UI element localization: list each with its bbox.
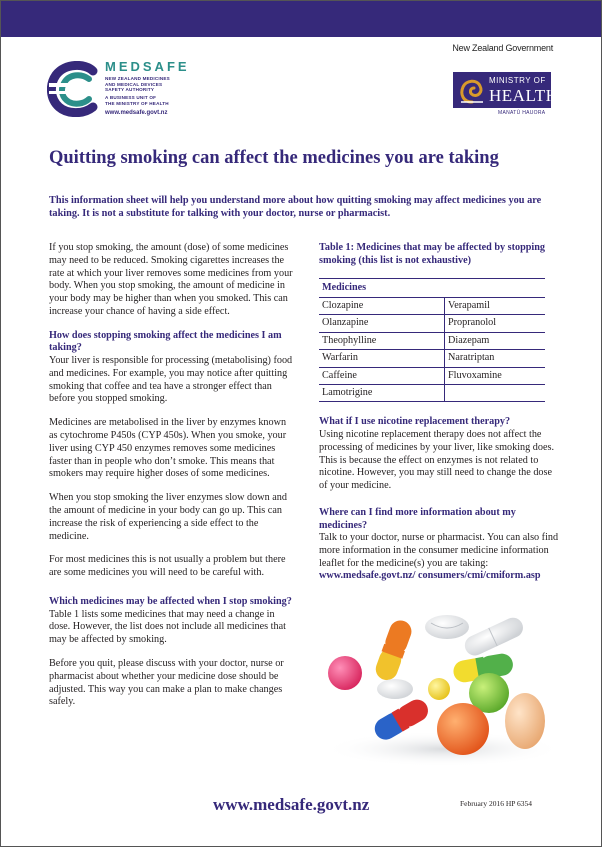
top-color-band: [1, 1, 601, 37]
table-cell: Warfarin: [319, 350, 445, 367]
medsafe-wordmark: MEDSAFE: [105, 59, 190, 74]
intro-paragraph: This information sheet will help you understand more about how quitting smoking may affect medicines you are taking. It is not a substitute for talking with your doctor, nurse or pharmacist.: [49, 195, 542, 219]
footer-date-code: February 2016 HP 6354: [460, 799, 533, 808]
table-cell: Olanzapine: [319, 315, 445, 332]
table-row: [319, 297, 545, 314]
heading-nicotine-replacement: What if I use nicotine replacement therapy?: [319, 416, 511, 428]
paragraph-most-medicines: For most medicines this is not usually a problem but there are some medicines you will need to be careful with.: [49, 554, 286, 579]
medsafe-subline-1: NEW ZEALAND MEDICINES: [105, 76, 170, 81]
medsafe-subline-3: SAFETY AUTHORITY: [105, 87, 155, 93]
table-cell: Naratriptan: [445, 350, 546, 367]
paragraph-more-information: [319, 532, 559, 583]
page-title: Quitting smoking can affect the medicines you are taking: [49, 148, 499, 168]
paragraph-liver: Your liver is responsible for processing (metabolising) food and medicines. For example, you may notice after quitting smoking that coffee and tea have a stronger effect than before you stopped smoking.: [49, 354, 293, 405]
medsafe-logo-url: www.medsafe.govt.nz: [105, 110, 168, 116]
right-column: [319, 242, 559, 594]
ministry-line-2: HEALTH: [489, 86, 559, 105]
medsafe-swirl-icon: [47, 61, 103, 117]
footer-url[interactable]: www.medsafe.govt.nz: [213, 795, 370, 814]
manatu-hauora-label: MANATŪ HAUORA: [498, 110, 546, 116]
heading-how-stopping-affects: How does stopping smoking affect the medicines I am taking?: [49, 329, 282, 354]
nz-government-label: New Zealand Government: [452, 43, 553, 53]
table-cell: Caffeine: [319, 367, 445, 384]
paragraph-before-quit: Before you quit, please discuss with your doctor, nurse or pharmacist about whether your medicine dose should be adjusted. This way you can make a plan to make changes safely.: [49, 657, 284, 708]
medsafe-business-line-1: A BUSINESS UNIT OF: [105, 95, 157, 100]
left-column: [49, 242, 295, 720]
medicines-table: [319, 278, 545, 402]
paragraph-dose: If you stop smoking, the amount (dose) of some medicines may need to be reduced. Smoking cigarettes increases the rate at which your liver removes some medicines from your body. When you stop smoking, the amount of medicine in your body may be higher than when you smoked. This can increase your chance of having a side effect.: [49, 242, 293, 317]
table-cell: Theophylline: [319, 332, 445, 349]
table-cell: Verapamil: [445, 297, 546, 314]
table-caption: Table 1: Medicines that may be affected by stopping smoking (this list is not exhaustive): [319, 242, 546, 266]
medsafe-subline-2: AND MEDICAL DEVICES: [105, 81, 163, 87]
table-cell: Clozapine: [319, 297, 445, 314]
table-row: [319, 350, 545, 367]
table-cell: [445, 384, 546, 401]
pills-photo: [313, 609, 559, 769]
ministry-line-1: MINISTRY OF: [489, 76, 546, 85]
table-cell: Diazepam: [445, 332, 546, 349]
heading-more-information: Where can I find more information about my medicines?: [319, 506, 516, 531]
medsafe-business-line-2: THE MINISTRY OF HEALTH: [105, 100, 169, 106]
koru-icon: [457, 75, 487, 105]
paragraph-enzymes: Medicines are metabolised in the liver by enzymes known as cytochrome P450s (CYP 450s). When you smoke, your liver using CYP 450 enzymes removes some medicines faster than in people who don’t smoke. This means that smokers may require higher doses of some medicines.: [49, 417, 287, 480]
heading-which-medicines: Which medicines may be affected when I stop smoking?: [49, 595, 292, 607]
medsafe-logo: [47, 59, 207, 119]
table-row: [319, 315, 545, 332]
table-row: [319, 332, 545, 349]
table-row: [319, 367, 545, 384]
paragraph-slow-down: When you stop smoking the liver enzymes slow down and the amount of medicine in your body can go up. This can increase the risk of experiencing a side effect to the medicine.: [49, 492, 287, 542]
paragraph-nicotine-replacement: Using nicotine replacement therapy does not affect the processing of medicines by your liver, like smoking does. This is because the effect on enzymes is not related to nicotine. However, you may still need to change the dose of your medicine.: [319, 428, 554, 492]
table-header: Medicines: [319, 279, 545, 298]
table-cell: Propranolol: [445, 315, 546, 332]
cmi-link[interactable]: www.medsafe.govt.nz/ consumers/cmi/cmiform.asp: [319, 570, 541, 582]
table-cell: Fluvoxamine: [445, 367, 546, 384]
paragraph-table-note: Table 1 lists some medicines that may need a change in dose. However, the list does not include all medicines that may be affected by smoking.: [49, 608, 286, 646]
ministry-of-health-logo: [453, 72, 559, 108]
table-row: [319, 384, 545, 401]
table-cell: Lamotrigine: [319, 384, 445, 401]
more-information-text: Talk to your doctor, nurse or pharmacist. You can also find more information in the consumer medicine information leaflet for the medicine(s) you are taking:: [319, 532, 559, 569]
